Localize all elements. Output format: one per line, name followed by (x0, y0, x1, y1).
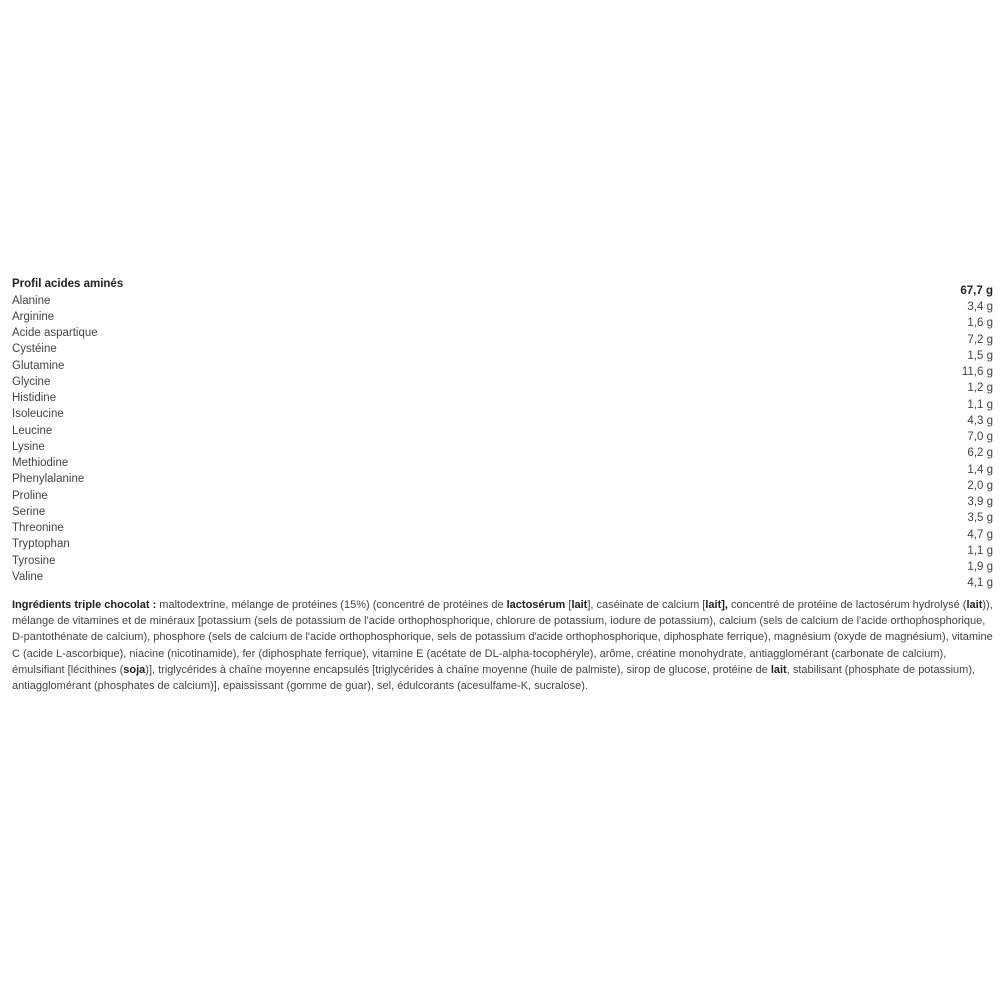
ingredient-text: concentré de protéine de lactosérum hydrolysé ( (728, 599, 967, 611)
ingredient-highlight: lait (770, 663, 787, 676)
ingredient-text: maltodextrine, mélange de protéines (15%) (concentré de protéines de (156, 599, 507, 611)
ingredient-highlight: soja (123, 663, 146, 676)
amino-acid-value: 4,3 g (967, 414, 993, 427)
ingredient-text: )), mélange de vitamines et de minéraux [potassium (sels de potassium de l'acide orthophosphorique, chlorure de potassium, iodure de potassium), calcium (sels de calcium de l'acide orthophosphorique, D-pantothénate de calcium), phosphore (sels de calcium de l'acide orthophosphorique, sels de potassium d'acide orthophosphorique, diphosphate ferrique), magnésium (oxyde de magnésium), vitamine C (acide L-ascorbique), niacine (nicotinamide), fer (diphosphate ferrique), vitamine E (acétate de DL-alpha-tocophéryle), arôme, créatine monohydrate, antiagglomérant (carbonate de calcium), émulsifiant [lécithines ( (12, 599, 993, 676)
ingredient-highlight: lactosérum (506, 599, 566, 611)
amino-acid-value: 1,1 g (967, 544, 993, 557)
ingredient-text: )], triglycérides à chaîne moyenne encapsulés [triglycérides à chaîne moyenne (huile de palmiste), sirop de glucose, protéine de (145, 663, 771, 676)
amino-acid-name: Tryptophan (12, 538, 70, 551)
ingredient-highlight: lait], (705, 599, 728, 611)
amino-profile-total: 67,7 g (960, 285, 993, 297)
amino-acid-name: Arginine (12, 310, 55, 323)
amino-acid-table (12, 276, 993, 594)
amino-acid-value: 1,5 g (967, 349, 993, 362)
amino-acid-value-list (962, 299, 993, 592)
amino-acid-name: Isoleucine (12, 408, 64, 421)
amino-acid-name: Glutamine (12, 359, 65, 372)
nutrition-panel (12, 276, 993, 693)
amino-acid-value: 2,0 g (967, 479, 993, 492)
amino-acid-value: 1,6 g (967, 317, 993, 330)
amino-acid-name: Methiodine (12, 457, 69, 469)
amino-acid-value: 6,2 g (967, 447, 993, 460)
amino-profile-title: Profil acides aminés (12, 278, 124, 290)
amino-acid-value: 4,7 g (967, 528, 993, 541)
amino-acid-value: 11,6 g (961, 366, 993, 378)
ingredient-text: , stabilisant (phosphate de potassium), antiagglomérant (phosphates de calcium)], epaississant (gomme de guar), sel, édulcorants (acesulfame-K, sucralose). (12, 663, 976, 693)
ingredient-highlight: lait (966, 599, 983, 611)
amino-acid-name: Cystéine (12, 343, 57, 356)
amino-acid-value: 7,2 g (967, 333, 993, 346)
amino-acid-name: Threonine (12, 522, 64, 534)
amino-acid-value: 1,1 g (967, 398, 993, 411)
ingredient-text: ], caséinate de calcium [ (587, 599, 706, 611)
amino-acid-name: Phenylalanine (12, 473, 85, 486)
amino-acid-name: Alanine (12, 294, 51, 307)
amino-acid-name: Valine (12, 570, 44, 583)
ingredient-highlight: Ingrédients triple chocolat : (12, 599, 157, 611)
amino-acid-value: 1,4 g (967, 463, 993, 476)
amino-acid-name: Proline (12, 489, 48, 502)
amino-acid-value: 1,9 g (967, 561, 993, 573)
amino-acid-value: 1,2 g (967, 382, 993, 395)
amino-acid-name: Glycine (12, 375, 51, 388)
amino-acid-value: 4,1 g (967, 577, 993, 590)
amino-acid-name: Leucine (12, 424, 53, 437)
amino-acid-value: 3,4 g (967, 301, 993, 313)
amino-acid-name-list (12, 293, 98, 586)
ingredient-highlight: lait (571, 599, 588, 611)
amino-acid-value: 3,9 g (967, 496, 993, 508)
ingredients-text (12, 597, 993, 694)
amino-acid-name: Acide aspartique (12, 327, 98, 339)
amino-acid-value: 3,5 g (967, 512, 993, 525)
amino-acid-name: Tyrosine (12, 554, 56, 567)
amino-acid-value: 7,0 g (967, 431, 993, 443)
ingredient-text: [ (565, 599, 572, 611)
amino-acid-name: Histidine (12, 392, 57, 404)
amino-acid-name: Lysine (12, 440, 45, 453)
amino-acid-name: Serine (12, 505, 46, 518)
